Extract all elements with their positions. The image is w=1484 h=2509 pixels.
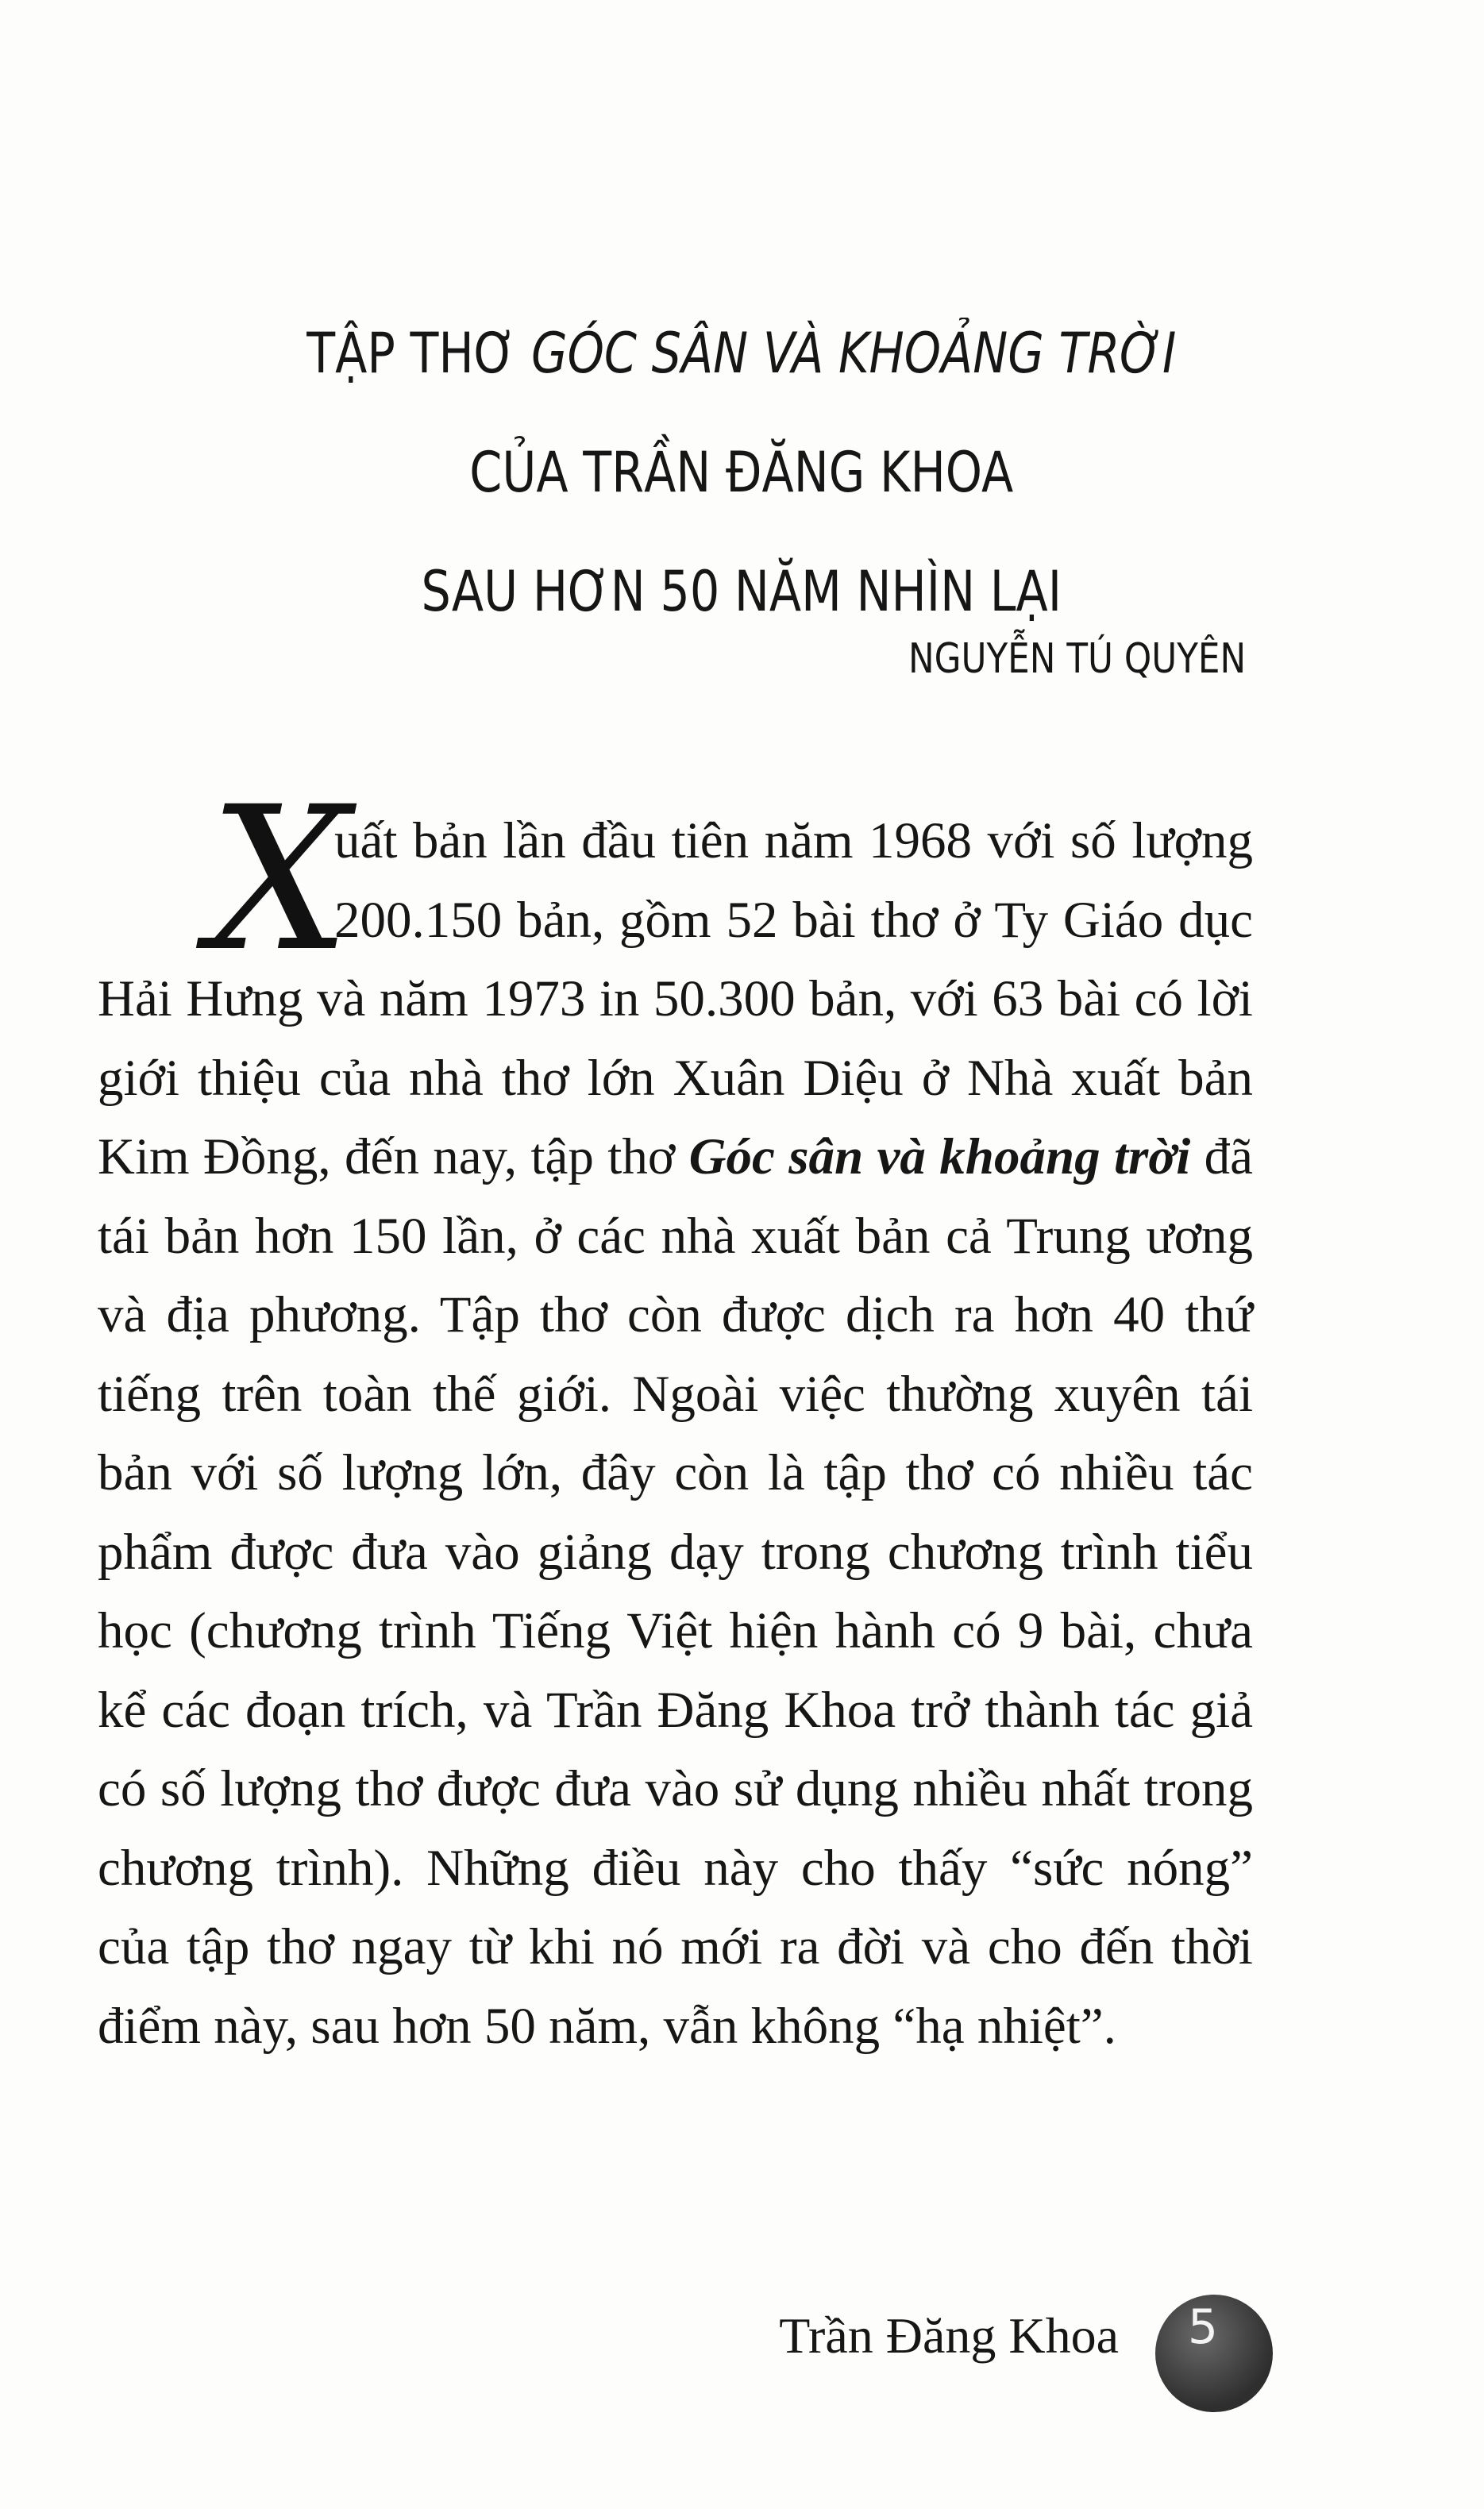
title-line-3: SAU HƠN 50 NĂM NHÌN LẠI xyxy=(421,559,1062,624)
inline-book-title: Góc sân và khoảng trời xyxy=(688,1128,1191,1185)
running-footer-title: Trần Đăng Khoa xyxy=(779,2307,1119,2364)
title-line-2: CỦA TRẦN ĐĂNG KHOA xyxy=(469,440,1014,505)
paragraph-text-1: uất bản lần đầu tiên năm 1968 với số lượng 200.150 bản, gồm 52 bài thơ ở Ty Giáo dục Hải Hưng và năm 1973 in 50.300 bản, với 63 bài có lời giới thiệu của nhà thơ lớn Xuân Diệu ở Nhà xuất bản Kim Đồng, đến nay, tập thơ xyxy=(98,812,1253,1185)
author-name: NGUYỄN TÚ QUYÊN xyxy=(908,635,1246,683)
title-line-1 xyxy=(118,294,1365,413)
first-paragraph xyxy=(98,764,1253,2066)
title-prefix: TẬP THƠ xyxy=(306,321,532,386)
body-paragraph xyxy=(98,764,1253,2066)
page-number: 5 xyxy=(1187,2299,1219,2355)
drop-cap: X xyxy=(209,764,350,995)
paragraph-text-2: đã tái bản hơn 150 lần, ở các nhà xuất bản cả Trung ương và địa phương. Tập thơ còn được dịch ra hơn 40 thứ tiếng trên toàn thế giới. Ngoài việc thường xuyên tái bản với số lượng lớn, đây còn là tập thơ có nhiều tác phẩm được đưa vào giảng dạy trong chương trình tiểu học (chương trình Tiếng Việt hiện hành có 9 bài, chưa kể các đoạn trích, và Trần Đăng Khoa trở thành tác giả có số lượng thơ được đưa vào sử dụng nhiều nhất trong chương trình). Những điều này cho thấy “sức nóng” của tập thơ ngay từ khi nó mới ra đời và cho đến thời điểm này, sau hơn 50 năm, vẫn không “hạ nhiệt”. xyxy=(98,1128,1253,2055)
chapter-title xyxy=(118,294,1365,651)
title-book-name: GÓC SÂN VÀ KHOẢNG TRỜI xyxy=(531,321,1177,386)
